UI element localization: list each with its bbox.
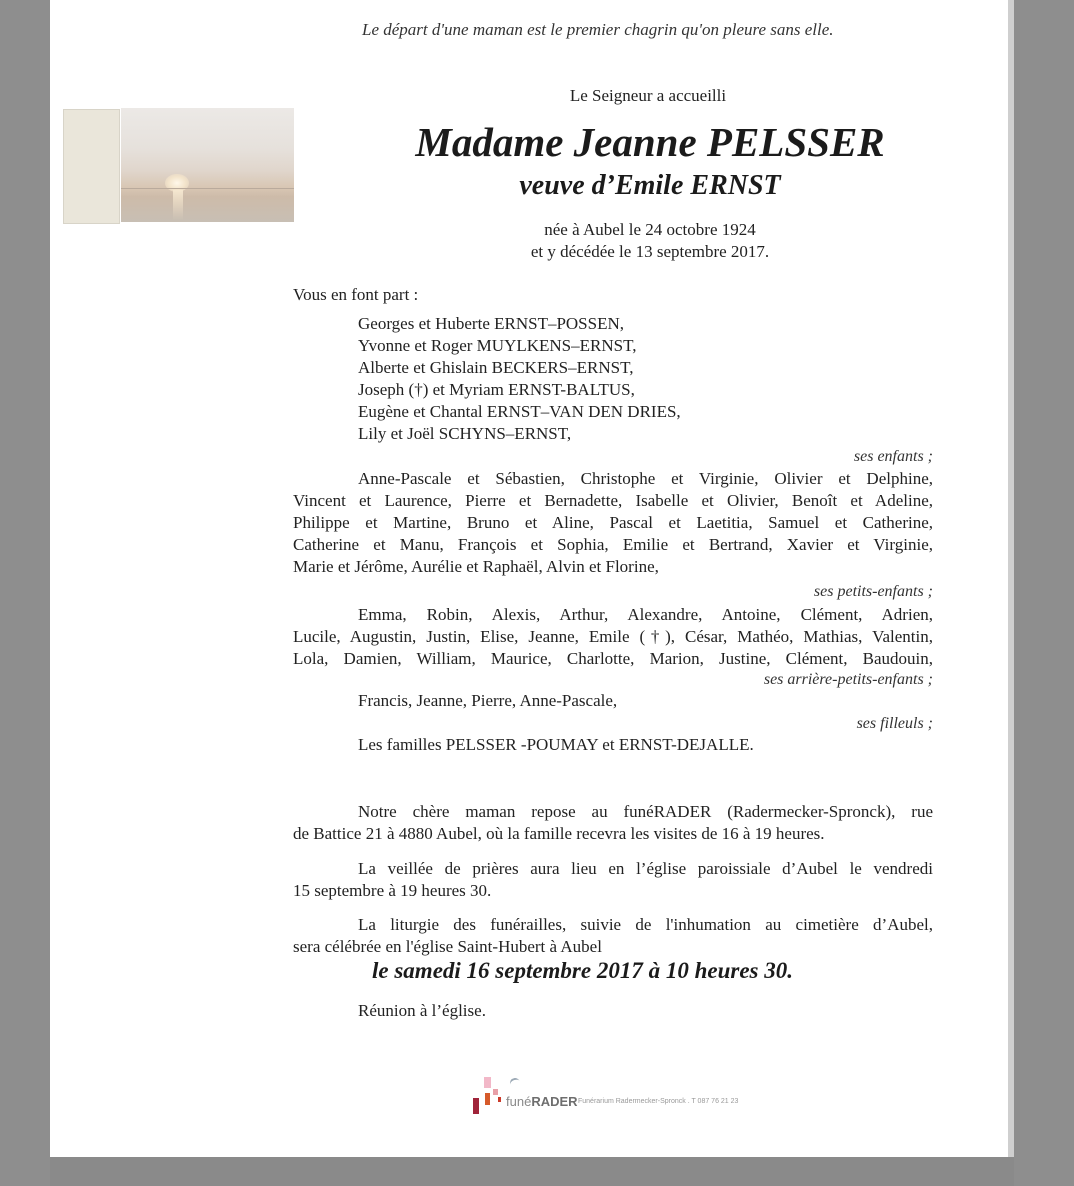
announce-label: Vous en font part : (293, 285, 419, 304)
liturgy-line: sera célébrée en l'église Saint-Hubert à Aubel (293, 937, 602, 956)
page-edge-shadow (1008, 0, 1014, 1157)
vigil-line: 15 septembre à 19 heures 30. (293, 881, 492, 900)
photo-frame-blank (63, 109, 120, 224)
child-line: Georges et Huberte ERNST–POSSEN, (358, 314, 624, 333)
intro-text: Le Seigneur a accueilli (569, 86, 727, 105)
grandchildren-line: Anne-Pascale et Sébastien, Christophe et Virginie, Olivier et Delphine, (358, 469, 933, 488)
child-line: Alberte et Ghislain BECKERS–ERNST, (358, 358, 634, 377)
logo-square-pink (484, 1077, 491, 1088)
liturgy-line: La liturgie des funérailles, suivie de l'inhumation au cimetière d’Aubel, (358, 915, 933, 934)
child-line: Yvonne et Roger MUYLKENS–ERNST, (358, 336, 637, 355)
grandchildren-label: ses petits-enfants ; (813, 583, 933, 600)
rest-info-line: Notre chère maman repose au funéRADER (Radermecker-Spronck), rue (358, 802, 933, 821)
godchildren-label: ses filleuls ; (856, 715, 933, 732)
grandchildren-line: Philippe et Martine, Bruno et Aline, Pascal et Laetitia, Samuel et Catherine, (293, 513, 933, 532)
birth-info: née à Aubel le 24 octobre 1924 (544, 220, 756, 239)
rest-info-line: de Battice 21 à 4880 Aubel, où la famille recevra les visites de 16 à 19 heures. (293, 824, 825, 843)
great-grandchildren-line: Lola, Damien, William, Maurice, Charlotte, Marion, Justine, Clément, Baudouin, (293, 649, 933, 668)
water-reflection (173, 190, 183, 220)
horizon-line (121, 188, 294, 189)
logo-subline: Funérarium Radermecker-Spronck . T 087 76 21 23 (578, 1098, 739, 1105)
meeting-info: Réunion à l’église. (358, 1001, 486, 1020)
children-label: ses enfants ; (853, 448, 933, 465)
vigil-line: La veillée de prières aura lieu en l’église paroissiale d’Aubel le vendredi (358, 859, 933, 878)
godchildren-line: Francis, Jeanne, Pierre, Anne-Pascale, (358, 691, 618, 710)
families-line: Les familles PELSSER -POUMAY et ERNST-DEJALLE. (358, 735, 754, 754)
child-line: Eugène et Chantal ERNST–VAN DEN DRIES, (358, 402, 681, 421)
scan-background (50, 1157, 1014, 1186)
grandchildren-line: Vincent et Laurence, Pierre et Bernadette, Isabelle et Olivier, Benoît et Adeline, (293, 491, 933, 510)
child-line: Joseph (†) et Myriam ERNST-BALTUS, (358, 380, 635, 399)
child-line: Lily et Joël SCHYNS–ERNST, (358, 424, 572, 443)
logo-square-rose (493, 1089, 498, 1095)
deceased-name: Madame Jeanne PELSSER (415, 119, 885, 165)
grandchildren-line: Catherine et Manu, François et Sophia, Emilie et Bertrand, Xavier et Virginie, (293, 535, 933, 554)
logo-square-small (498, 1097, 501, 1102)
funeral-date: le samedi 16 septembre 2017 à 10 heures 30. (372, 958, 793, 983)
great-grandchildren-line: Lucile, Augustin, Justin, Elise, Jeanne, Emile (†), César, Mathéo, Mathias, Valentin, (293, 627, 933, 646)
logo-square-orange (485, 1093, 490, 1105)
logo-name: funéRADER (506, 1094, 578, 1109)
grandchildren-line: Marie et Jérôme, Aurélie et Raphaël, Alvin et Florine, (293, 557, 659, 576)
great-grandchildren-label: ses arrière-petits-enfants ; (763, 671, 933, 688)
epigraph-quote: Le départ d'une maman est le premier chagrin qu'on pleure sans elle. (362, 20, 834, 39)
great-grandchildren-line: Emma, Robin, Alexis, Arthur, Alexandre, Antoine, Clément, Adrien, (358, 605, 933, 624)
sunset-photo (121, 108, 294, 222)
widow-of: veuve d’Emile ERNST (519, 170, 781, 201)
death-info: et y décédée le 13 septembre 2017. (530, 242, 770, 261)
logo-square-red (473, 1098, 479, 1114)
